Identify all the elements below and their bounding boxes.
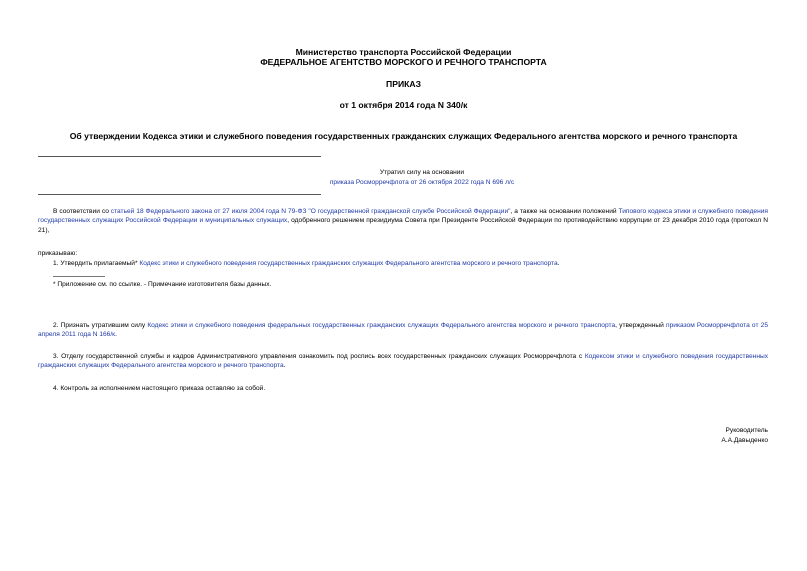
item-1-text: 1. Утвердить прилагаемый*	[53, 260, 140, 267]
item-4: 4. Контроль за исполнением настоящего приказа оставляю за собой.	[53, 385, 266, 392]
status-note: Утратил силу на основании	[379, 169, 465, 176]
document-title: Об утверждении Кодекса этики и служебного поведения государственных гражданских служащих Федерального агентства морского и речного транспорта	[69, 131, 738, 141]
item-2-end: .	[115, 331, 117, 339]
preamble-text-1: В соответствии со	[53, 208, 111, 215]
status-link-row	[38, 178, 806, 187]
footnote-divider	[53, 276, 105, 277]
document-date: от 1 октября 2014 года N 340/к	[339, 100, 468, 110]
old-order-link[interactable]: приказом Росморречфлота от 25 апреля 2011 года N 166/к	[38, 322, 768, 339]
federal-law-link[interactable]: статьей 18 Федерального закона от 27 июля 2004 года N 79-ФЗ "О государственной гражданской службе Российской Федерации"	[110, 208, 511, 215]
ministry-name: Министерство транспорта Российской Федерации	[295, 47, 512, 57]
footnote: * Приложение см. по ссылке. - Примечание изготовителя базы данных.	[53, 281, 272, 288]
preamble-text-3: , одобренного решением президиума Совета при Президенте Российской Федерации по противодействию коррупции от 23 декабря 2010 года (протокол N 21),	[38, 217, 768, 234]
item-1	[53, 259, 768, 268]
code-ethics-link[interactable]: Кодекс этики и служебного поведения государственных гражданских служащих Федерального агентства морского и речного транспорта	[139, 260, 558, 267]
code-ethics-link-2[interactable]: Кодексом этики и служебного поведения государственных гражданских служащих Федерального агентства морского и речного транспорта	[38, 353, 768, 370]
repeal-order-link[interactable]: приказа Росморречфлота от 26 октября 2022 года N 696 л/с	[329, 179, 515, 186]
preamble-paragraph	[38, 207, 768, 235]
signer-name: А.А.Давыденко	[721, 437, 768, 444]
item-2	[38, 321, 768, 340]
item-3	[38, 352, 768, 371]
agency-name: ФЕДЕРАЛЬНОЕ АГЕНТСТВО МОРСКОГО И РЕЧНОГО ТРАНСПОРТА	[260, 57, 547, 67]
document-type: ПРИКАЗ	[386, 79, 421, 89]
item-3-text: 3. Отделу государственной службы и кадров Административного управления ознакомить под роспись всех государственных гражданских служащих Росморречфлота с	[53, 353, 585, 360]
divider-bottom	[38, 194, 321, 195]
item-2-text-2: , утвержденный	[615, 322, 667, 329]
item-3-end: .	[283, 362, 286, 370]
signer-position: Руководитель	[725, 427, 768, 434]
old-code-link[interactable]: Кодекс этики и служебного поведения федеральных государственных гражданских служащих Федерального агентства морского и речного транспорта	[147, 322, 616, 329]
item-1-end: .	[557, 260, 560, 267]
order-word: приказываю:	[38, 250, 78, 257]
preamble-text-2: , а также на основании положений	[510, 208, 619, 215]
divider-top	[38, 156, 321, 157]
model-code-link[interactable]: Типового кодекса этики и служебного поведения государственных служащих Российской Федерации и муниципальных служащих	[38, 208, 768, 225]
item-2-text-1: 2. Признать утратившим силу	[53, 322, 148, 329]
